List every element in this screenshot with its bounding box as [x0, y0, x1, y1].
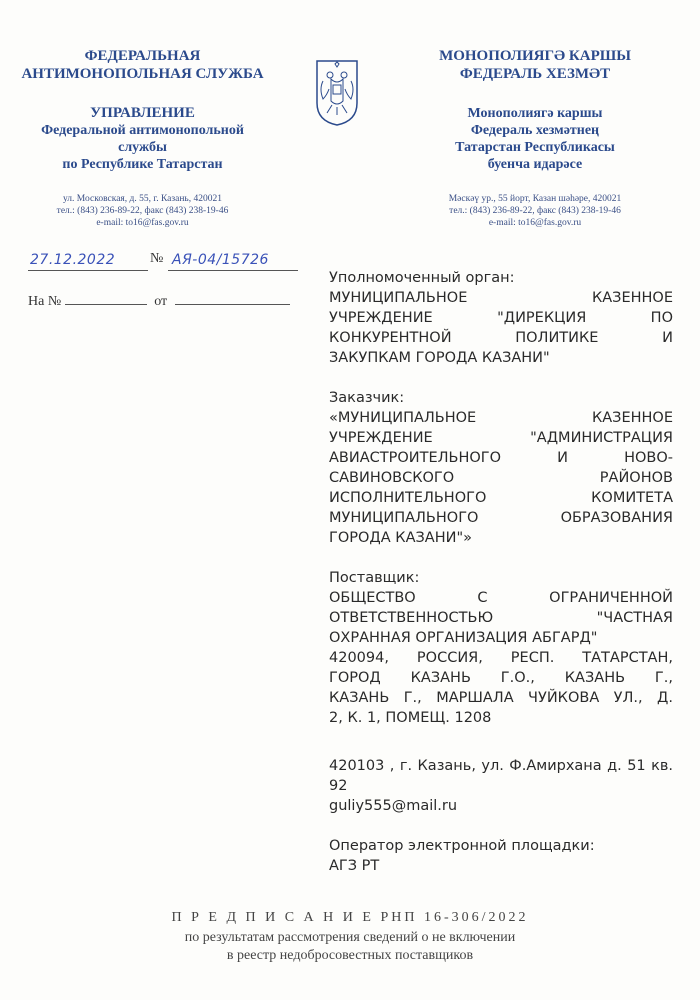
right-org-line: МОНОПОЛИЯГӘ КАРШЫ	[439, 48, 631, 64]
supplier-address-line: 420103 , г. Казань, ул. Ф.Амирхана д. 51 кв.	[329, 758, 673, 774]
supplier-line: ОБЩЕСТВО С ОГРАНИЧЕННОЙ	[329, 590, 673, 606]
left-dept-line: по Республике Татарстан	[62, 157, 223, 172]
left-address-line: e-mail: to16@fas.gov.ru	[96, 218, 189, 228]
supplier-email: guliy555@mail.ru	[329, 798, 458, 814]
right-address-line: e-mail: to16@fas.gov.ru	[488, 218, 582, 228]
left-dept-line: УПРАВЛЕНИЕ	[90, 105, 195, 121]
supplier-line: ОХРАННАЯ ОРГАНИЗАЦИЯ АБГАРД"	[329, 630, 598, 646]
supplier-line: КАЗАНЬ Г., МАРШАЛА ЧУЙКОВА УЛ., Д.	[329, 690, 673, 706]
authority-line: МУНИЦИПАЛЬНОЕ КАЗЕННОЕ	[329, 290, 673, 306]
customer-line: УЧРЕЖДЕНИЕ "АДМИНИСТРАЦИЯ	[329, 430, 673, 446]
customer-label: Заказчик:	[329, 390, 405, 406]
right-address	[405, 193, 665, 229]
russian-coat-of-arms-icon	[313, 55, 361, 127]
supplier-address-block	[329, 756, 673, 816]
authority-line: УЧРЕЖДЕНИЕ "ДИРЕКЦИЯ ПО	[329, 310, 673, 326]
operator-label: Оператор электронной площадки:	[329, 838, 595, 854]
supplier-label: Поставщик:	[329, 570, 420, 586]
customer-line: САВИНОВСКОГО РАЙОНОВ	[329, 470, 673, 486]
reference-line	[28, 290, 290, 310]
authority-line: ЗАКУПКАМ ГОРОДА КАЗАНИ"	[329, 350, 550, 366]
right-address-line: тел.: (843) 236-89-22, факс (843) 238-19-46	[449, 206, 621, 216]
customer-line: МУНИЦИПАЛЬНОГО ОБРАЗОВАНИЯ	[329, 510, 673, 526]
outgoing-date: 27.12.2022	[30, 252, 116, 268]
right-dept-line: Татарстан Республикасы	[455, 140, 615, 155]
supplier-line: ОТВЕТСТВЕННОСТЬЮ "ЧАСТНАЯ	[329, 610, 673, 626]
customer-line: «МУНИЦИПАЛЬНОЕ КАЗЕННОЕ	[329, 410, 673, 426]
left-address-line: тел.: (843) 236-89-22, факс (843) 238-19-46	[56, 206, 229, 216]
customer-line: АВИАСТРОИТЕЛЬНОГО И НОВО-	[329, 450, 673, 466]
document-subtitle: по результатам рассмотрения сведений о не включении	[184, 930, 516, 945]
operator-block	[329, 836, 673, 876]
customer-line: ИСПОЛНИТЕЛЬНОГО КОМИТЕТА	[329, 490, 673, 506]
left-dept-line: Федеральной антимонопольной	[41, 123, 244, 138]
right-dept-line: Монополиягә каршы	[467, 106, 603, 121]
document-subtitle: в реестр недобросовестных поставщиков	[226, 948, 474, 963]
left-org-line: ФЕДЕРАЛЬНАЯ	[84, 48, 201, 64]
outgoing-number: АЯ-04/15726	[172, 252, 269, 268]
supplier-line: 420094, РОССИЯ, РЕСП. ТАТАРСТАН,	[329, 650, 673, 666]
operator-value: АГЗ РТ	[329, 858, 380, 874]
right-dept-line: Федераль хезмәтнең	[470, 123, 600, 138]
right-dept-line: буенча идарәсе	[487, 157, 583, 172]
reference-number-blank	[65, 290, 147, 305]
left-org-name	[10, 47, 275, 83]
supplier-address-line: 92	[329, 778, 348, 794]
customer-block	[329, 388, 673, 548]
right-address-line: Мәскәү ур., 55 йорт, Казан шәһәре, 420021	[448, 194, 622, 204]
left-dept-line: службы	[118, 140, 167, 155]
left-org-line: АНТИМОНОПОЛЬНАЯ СЛУЖБА	[21, 66, 264, 82]
number-underline	[168, 270, 298, 271]
right-org-name	[415, 47, 655, 83]
reference-prefix: На №	[28, 294, 62, 309]
document-title: П Р Е Д П И С А Н И Е РНП 16-306/2022	[171, 910, 529, 925]
date-underline	[28, 270, 148, 271]
authority-line: КОНКУРЕНТНОЙ ПОЛИТИКЕ И	[329, 330, 673, 346]
supplier-line: ГОРОД КАЗАНЬ Г.О., КАЗАНЬ Г.,	[329, 670, 673, 686]
supplier-block	[329, 568, 673, 728]
left-dept-name	[10, 105, 275, 173]
right-dept-name	[415, 105, 655, 173]
left-address-line: ул. Московская, д. 55, г. Казань, 420021	[62, 194, 223, 204]
reference-from-label: от	[154, 294, 168, 309]
left-address	[10, 193, 275, 229]
recipients-block	[329, 268, 673, 896]
authority-label: Уполномоченный орган:	[329, 270, 515, 286]
customer-line: ГОРОДА КАЗАНИ"»	[329, 530, 472, 546]
number-label: №	[150, 251, 164, 266]
authority-block	[329, 268, 673, 368]
right-org-line: ФЕДЕРАЛЬ ХЕЗМӘТ	[459, 66, 611, 82]
supplier-line: 2, К. 1, ПОМЕЩ. 1208	[329, 710, 492, 726]
reference-date-blank	[175, 290, 290, 305]
